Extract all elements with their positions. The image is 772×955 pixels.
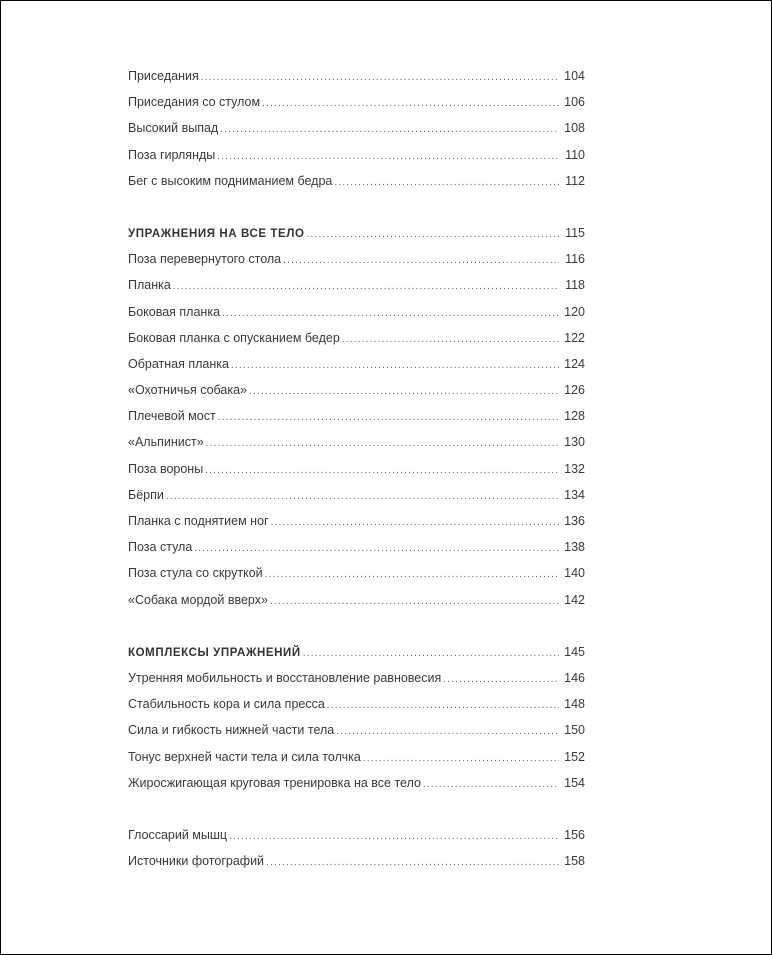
toc-entry-title: Плечевой мост: [128, 409, 216, 424]
toc-entry[interactable]: [128, 429, 585, 455]
toc-entry-page: 152: [564, 749, 585, 764]
dot-leader: [173, 274, 559, 300]
dot-leader: [327, 693, 559, 719]
toc-entry-page: 118: [565, 278, 585, 293]
toc-entry-title: Источники фотографий: [128, 854, 265, 869]
toc-entry-page: 112: [565, 173, 585, 188]
toc-entry[interactable]: [128, 560, 585, 586]
toc-entry-title: Утренняя мобильность и восстановление равновесия: [128, 670, 442, 685]
toc-entry[interactable]: [128, 691, 585, 717]
toc-entry[interactable]: [128, 325, 585, 351]
toc-section-appendix: [128, 822, 585, 874]
dot-leader: [218, 405, 559, 431]
toc-entry-title: Планка: [128, 278, 171, 293]
toc-heading-page: 115: [565, 225, 585, 240]
toc-entry-page: 124: [564, 356, 585, 371]
toc-entry-page: 128: [564, 409, 585, 424]
toc-entry[interactable]: [128, 246, 585, 272]
dot-leader: [229, 824, 559, 850]
toc-entry[interactable]: [128, 63, 585, 89]
toc-entry-title: Стабильность кора и сила пресса: [128, 697, 325, 712]
dot-leader: [283, 248, 559, 274]
toc-entry-page: 148: [564, 697, 585, 712]
toc-entry-title: Жиросжигающая круговая тренировка на все тело: [128, 775, 421, 790]
dot-leader: [201, 65, 559, 91]
toc-entry[interactable]: [128, 168, 585, 194]
toc-entry[interactable]: [128, 717, 585, 743]
dot-leader: [307, 222, 559, 248]
toc-entry[interactable]: [128, 89, 585, 115]
dot-leader: [222, 301, 559, 327]
toc-entry-title: Поза стула: [128, 540, 193, 555]
dot-leader: [266, 850, 559, 876]
toc-heading-title: КОМПЛЕКСЫ УПРАЖНЕНИЙ: [128, 646, 301, 659]
toc-heading-title: УПРАЖНЕНИЯ НА ВСЕ ТЕЛО: [128, 227, 305, 240]
toc-entry-page: 116: [565, 252, 585, 267]
toc-entry-page: 106: [564, 95, 585, 110]
toc-entry[interactable]: [128, 770, 585, 796]
toc-entry-page: 104: [564, 69, 585, 83]
toc-entry[interactable]: [128, 403, 585, 429]
dot-leader: [249, 379, 559, 405]
toc-entry-title: Высокий выпад: [128, 121, 219, 136]
dot-leader: [220, 117, 559, 143]
dot-leader: [265, 562, 559, 588]
toc-entry-page: 132: [564, 461, 585, 476]
toc-section-workouts: [128, 639, 585, 796]
toc-entry-page: 120: [564, 304, 585, 319]
toc-entry[interactable]: [128, 482, 585, 508]
toc-heading-page: 145: [564, 644, 585, 659]
toc-entry[interactable]: [128, 142, 585, 168]
toc-entry-title: Планка с поднятием ног: [128, 514, 269, 528]
toc-entry-title: Тонус верхней части тела и сила толчка: [128, 749, 361, 764]
dot-leader: [206, 431, 559, 457]
toc-entry-title: Поза гирлянды: [128, 147, 216, 162]
dot-leader: [270, 589, 559, 615]
toc-entry[interactable]: [128, 534, 585, 560]
dot-leader: [303, 641, 559, 667]
toc-entry-page: 136: [564, 514, 585, 528]
toc-entry[interactable]: [128, 456, 585, 482]
dot-leader: [271, 510, 559, 536]
toc-entry[interactable]: [128, 508, 585, 534]
dot-leader: [363, 746, 559, 772]
toc-entry-title: Бег с высоким подниманием бедра: [128, 173, 333, 188]
toc-entry-page: 156: [564, 827, 585, 842]
dot-leader: [336, 719, 559, 745]
toc-entry-page: 150: [564, 723, 585, 738]
toc-entry[interactable]: [128, 351, 585, 377]
toc-section-heading[interactable]: [128, 220, 585, 246]
toc-entry-title: Поза вороны: [128, 461, 204, 476]
toc-entry-page: 108: [564, 121, 585, 136]
toc-entry-title: «Охотничья собака»: [128, 383, 248, 398]
toc-entry-title: Обратная планка: [128, 356, 229, 371]
toc-entry-page: 138: [564, 540, 585, 555]
toc-entry-page: 142: [564, 592, 585, 607]
toc-entry[interactable]: [128, 115, 585, 141]
toc-entry-page: 140: [564, 566, 585, 581]
toc-entry-title: Поза стула со скруткой: [128, 566, 263, 581]
toc-entry-title: Бёрпи: [128, 487, 164, 502]
dot-leader: [423, 772, 559, 798]
dot-leader: [231, 353, 559, 379]
dot-leader: [262, 91, 559, 117]
table-of-contents: [128, 63, 585, 874]
toc-entry-title: Сила и гибкость нижней части тела: [128, 723, 335, 738]
dot-leader: [342, 327, 559, 353]
toc-entry[interactable]: [128, 822, 585, 848]
toc-entry-page: 130: [564, 435, 585, 450]
dot-leader: [194, 536, 559, 562]
toc-entry-title: «Собака мордой вверх»: [128, 592, 268, 607]
toc-entry-page: 126: [564, 383, 585, 398]
toc-entry-page: 134: [564, 487, 585, 502]
dot-leader: [443, 667, 559, 693]
toc-entry[interactable]: [128, 299, 585, 325]
toc-entry-title: Боковая планка: [128, 304, 221, 319]
toc-entry-title: Приседания со стулом: [128, 95, 261, 110]
dot-leader: [205, 458, 559, 484]
toc-entry-title: Поза перевернутого стола: [128, 252, 282, 267]
toc-entry[interactable]: [128, 272, 585, 298]
toc-entry-title: Приседания: [128, 69, 199, 83]
toc-entry[interactable]: [128, 848, 585, 874]
toc-entry-page: 146: [564, 670, 585, 685]
dot-leader: [334, 170, 559, 196]
toc-entry[interactable]: [128, 587, 585, 613]
toc-section-lower-body: [128, 63, 585, 194]
dot-leader: [217, 144, 559, 170]
toc-entry-page: 122: [564, 330, 585, 345]
dot-leader: [166, 484, 559, 510]
toc-entry-page: 110: [565, 147, 585, 162]
toc-entry-title: Боковая планка с опусканием бедер: [128, 330, 340, 345]
toc-entry-page: 158: [564, 854, 585, 869]
toc-section-full-body: [128, 220, 585, 613]
toc-section-heading[interactable]: [128, 639, 585, 665]
toc-entry-page: 154: [564, 775, 585, 790]
toc-entry[interactable]: [128, 744, 585, 770]
toc-entry[interactable]: [128, 665, 585, 691]
toc-entry-title: Глоссарий мышц: [128, 827, 228, 842]
toc-entry[interactable]: [128, 377, 585, 403]
toc-entry-title: «Альпинист»: [128, 435, 204, 450]
